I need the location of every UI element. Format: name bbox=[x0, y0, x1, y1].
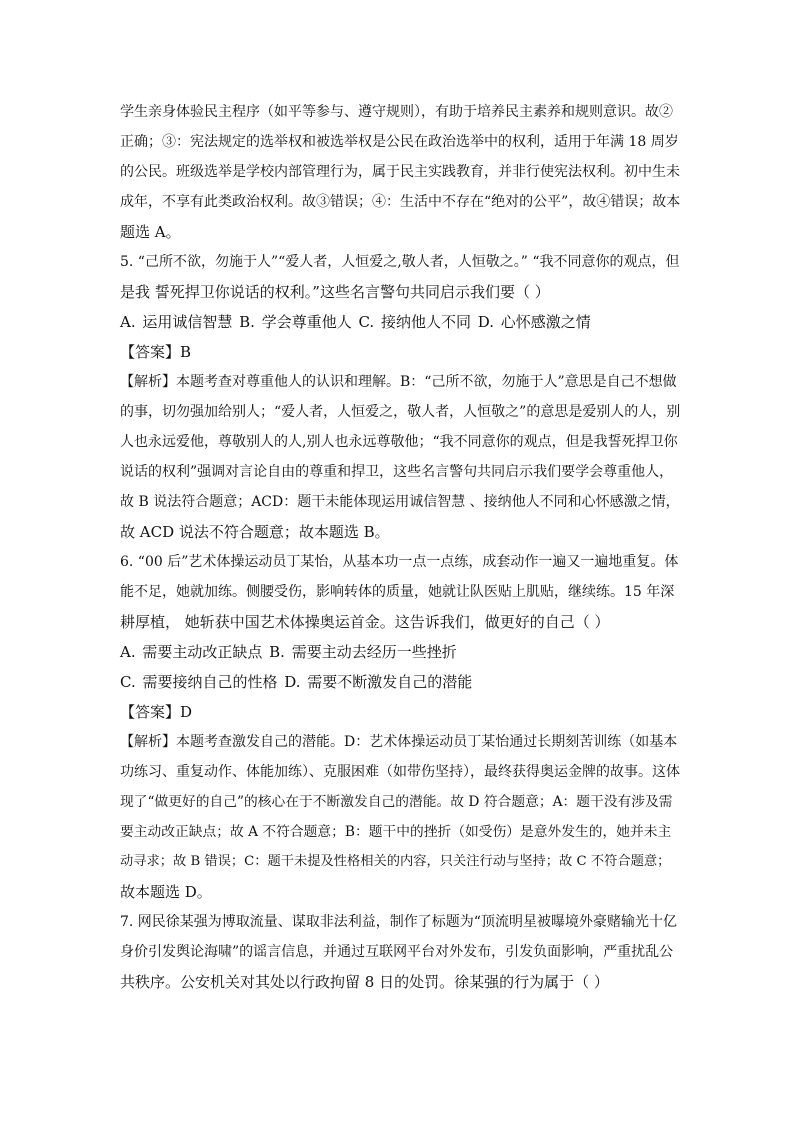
question-5-answer: 【答案】B bbox=[120, 343, 192, 361]
question-5-stem: 5. “己所不欲，勿施于人”“爱人者，人恒爱之,敬人者，人恒敬之。” “我不同意你的观点，但 bbox=[120, 254, 680, 270]
question-5-analysis: 故 B 说法符合题意；ACD：题干未能体现运用诚信智慧 、接纳他人不同和心怀感激之情， bbox=[120, 494, 680, 510]
question-7-stem: 7. 网民徐某强为博取流量、谋取非法利益，制作了标题为“顶流明星被曝境外豪赌输光十亿 bbox=[120, 914, 677, 930]
question-6-analysis: 现了“做更好的自己”的核心在于不断激发自己的潜能。故 D 符合题意；A：题干没有涉及需 bbox=[120, 794, 673, 810]
question-6-options: C. 需要接纳自己的性格 D. 需要不断激发自己的潜能 bbox=[120, 673, 473, 691]
text-line: 正确；③：宪法规定的选举权和被选举权是公民在政治选举中的权利，适用于年满 18 周岁 bbox=[120, 134, 679, 150]
question-5-analysis: 的事，切勿强加给别人；“爱人者，人恒爱之，敬人者，人恒敬之”的意思是爱别人的人，别 bbox=[120, 404, 681, 420]
question-5-analysis: 故 ACD 说法不符合题意；故本题选 B。 bbox=[120, 523, 390, 541]
question-6-answer: 【答案】D bbox=[120, 703, 193, 721]
text-line: 的公民。班级选举是学校内部管理行为，属于民主实践教育，并非行使宪法权利。初中生未 bbox=[120, 164, 680, 180]
question-5-analysis: 说话的权利”强调对言论自由的尊重和捍卫，这些名言警句共同启示我们要学会尊重他人， bbox=[120, 464, 674, 480]
question-5-analysis: 【解析】本题考查对尊重他人的认识和理解。B：“己所不欲，勿施于人”意思是自己不想做 bbox=[120, 374, 677, 390]
question-6-analysis: 【解析】本题考查激发自己的潜能。D：艺术体操运动员丁某怡通过长期刻苦训练（如基本 bbox=[120, 734, 678, 750]
question-6-analysis: 要主动改正缺点；故 A 不符合题意；B：题干中的挫折（如受伤）是意外发生的，她并未主 bbox=[120, 824, 672, 840]
question-6-stem: 耕厚植， 她斩获中国艺术体操奥运首金。这告诉我们，做更好的自己（ ） bbox=[120, 613, 610, 631]
question-5-stem: 是我 誓死捍卫你说话的权利。”这些名言警句共同启示我们要（ ） bbox=[120, 283, 550, 301]
question-6-analysis: 故本题选 D。 bbox=[120, 883, 212, 901]
question-6-stem: 能不足，她就加练。侧腰受伤，影响转体的质量，她就让队医贴上肌贴，继续练。15 年深 bbox=[120, 584, 675, 600]
question-7-stem: 身价引发舆论海啸”的谣言信息，并通过互联网平台对外发布，引发负面影响，严重扰乱公 bbox=[120, 944, 674, 960]
question-6-options: A. 需要主动改正缺点 B. 需要主动去经历一些挫折 bbox=[120, 643, 457, 661]
question-7-stem: 共秩序。公安机关对其处以行政拘留 8 日的处罚。徐某强的行为属于（ ） bbox=[120, 973, 609, 991]
question-5-options: A. 运用诚信智慧 B. 学会尊重他人 C. 接纳他人不同 D. 心怀感激之情 bbox=[120, 313, 591, 331]
question-6-stem: 6. “00 后”艺术体操运动员丁某怡，从基本功一点一点练，成套动作一遍又一遍地重复。体 bbox=[120, 554, 679, 570]
document-body bbox=[120, 97, 680, 997]
text-line: 题选 A。 bbox=[120, 223, 181, 241]
question-5-analysis: 人也永远爱他，尊敬别人的人,别人也永远尊敬他；“我不同意你的观点，但是我誓死捍卫你 bbox=[120, 434, 678, 450]
text-line: 学生亲身体验民主程序（如平等参与、遵守规则），有助于培养民主素养和规则意识。故② bbox=[120, 104, 673, 120]
question-6-analysis: 动寻求；故 B 错误；C：题干未提及性格相关的内容，只关注行动与坚持；故 C 不符合题意； bbox=[120, 854, 671, 869]
text-line: 成年，不享有此类政治权利。故③错误；④：生活中不存在“绝对的公平”，故④错误；故本 bbox=[120, 194, 681, 210]
question-6-analysis: 功练习、重复动作、体能加练）、克服困难（如带伤坚持），最终获得奥运金牌的故事。这体 bbox=[120, 764, 680, 780]
